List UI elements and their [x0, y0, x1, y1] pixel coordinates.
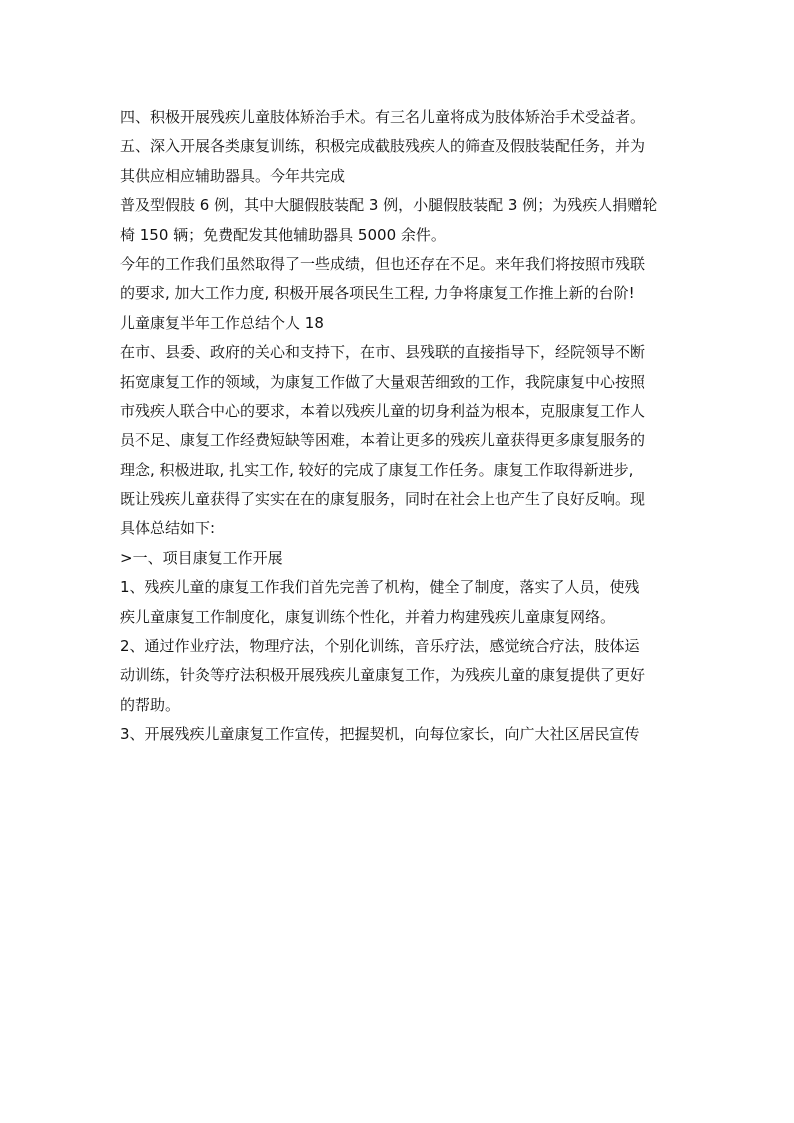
document-body	[120, 103, 680, 750]
text-line: 普及型假肢 6 例，其中大腿假肢装配 3 例，小腿假肢装配 3 例；为残疾人捐赠轮	[120, 196, 658, 215]
text-line: 1、残疾儿童的康复工作我们首先完善了机构，健全了制度，落实了人员，使残	[120, 578, 640, 597]
text-line: 拓宽康复工作的领域，为康复工作做了大量艰苦细致的工作，我院康复中心按照	[120, 372, 646, 391]
text-line: 的帮助。	[120, 695, 181, 714]
text-line: 四、积极开展残疾儿童肢体矫治手术。有三名儿童将成为肢体矫治手术受益者。	[120, 108, 646, 126]
text-line: 既让残疾儿童获得了实实在在的康复服务，同时在社会上也产生了良好反响。现	[120, 490, 646, 509]
text-line: 疾儿童康复工作制度化，康复训练个性化，并着力构建残疾儿童康复网络。	[120, 607, 616, 626]
text-line: 具体总结如下:	[120, 519, 216, 538]
text-line: 椅 150 辆；免费配发其他辅助器具 5000 余件。	[120, 225, 446, 244]
text-line: 五、深入开展各类康复训练，积极完成截肢残疾人的筛查及假肢装配任务，并为	[120, 137, 646, 156]
text-line: 在市、县委、政府的关心和支持下，在市、县残联的直接指导下，经院领导不断	[120, 343, 646, 362]
section-heading: >一、项目康复工作开展	[120, 548, 283, 567]
text-line: 理念, 积极进取, 扎实工作, 较好的完成了康复工作任务。康复工作取得新进步,	[120, 460, 634, 479]
text-line: 3、开展残疾儿童康复工作宣传，把握契机，向每位家长，向广大社区居民宣传	[120, 725, 640, 744]
text-line: 其供应相应辅助器具。今年共完成	[120, 166, 346, 185]
section-title: 儿童康复半年工作总结个人 18	[120, 313, 324, 332]
text-line: 动训练，针灸等疗法积极开展残疾儿童康复工作，为残疾儿童的康复提供了更好	[120, 666, 646, 685]
text-line: 今年的工作我们虽然取得了一些成绩，但也还存在不足。来年我们将按照市残联	[120, 254, 646, 273]
text-line: 员不足、康复工作经费短缺等困难，本着让更多的残疾儿童获得更多康复服务的	[120, 431, 646, 450]
text-line: 市残疾人联合中心的要求，本着以残疾儿童的切身利益为根本，克服康复工作人	[120, 401, 646, 420]
text-line: 的要求, 加大工作力度, 积极开展各项民生工程, 力争将康复工作推上新的台阶!	[120, 284, 635, 303]
text-line: 2、通过作业疗法，物理疗法，个别化训练，音乐疗法，感觉统合疗法，肢体运	[120, 637, 640, 656]
